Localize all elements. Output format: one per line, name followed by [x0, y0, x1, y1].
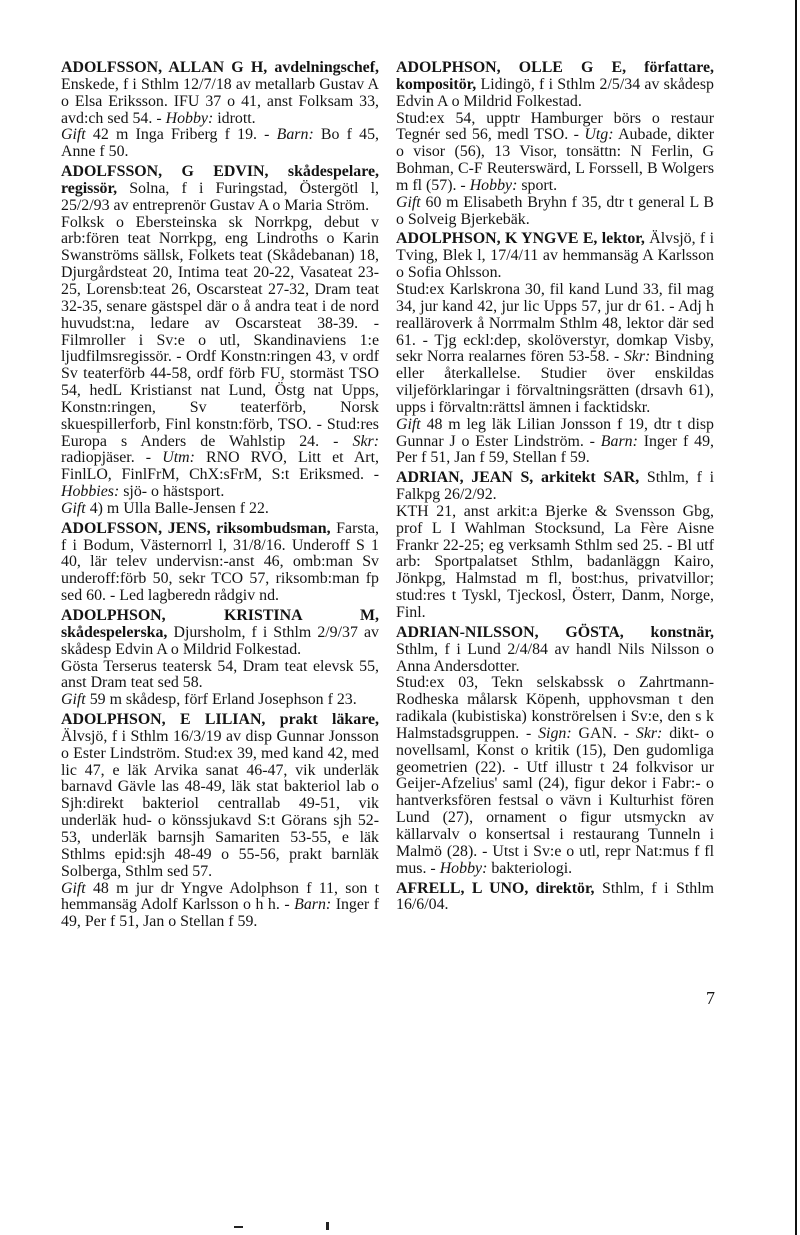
entry-paragraph: [61, 127, 379, 161]
entry-text: Folksk o Ebersteinska sk Norrkpg, debut v arb:fören teat Norrkpg, eng Lindroths o Karin Swanströms sällsk, Folkets teat (Skådebanan) 18, Djurgårdsteat 20, Intima teat 20-22, Vasateat 23-25, Lorensb:teat 26, Oscarsteat 27-32, Dram teat 32-35, senare gästspel där o å andra teat i de nord huvudst:na, ledare av Oscarsteat 38-39. - Filmroller i Sv:e o utl, Skandinaviens 1:e ljudfilmsregissör. - Ordf Konstn:ringen 43, v ordf Sv teaterförb 44-58, ordf förb FU, stormäst TSO 54, hedL Kristianst nat Lund, Östg nat Upps, Konstn:ringen, Sv teaterförb, Norsk skuespillerforb, Finl konstn:förb, TSO. - Stud:res Europa s Anders de Wahlstip 24. - Skr: radiopjäser. - Utm: RNO RVO, Litt et Art, FinlLO, FinlFrM, ChX:sFrM, S:t Eriksmed. - Hobbies: sjö- o hästsport.: [61, 213, 379, 501]
entry-first-paragraph: [61, 608, 379, 659]
entry-text: Solna, f i Furingstad, Östergötl l, 25/2/93 av entreprenör Gustav A o Maria Ström.: [61, 179, 379, 214]
right-column: [396, 60, 714, 917]
entry-first-paragraph: [61, 164, 379, 215]
entry-heading: ADOLPHSON, KRISTINA M, skådespelerska,: [61, 607, 379, 641]
entry-paragraph: [61, 659, 379, 693]
entry-text: Gift 48 m leg läk Lilian Jonsson f 19, dtr t disp Gunnar J o Ester Lindström. - Barn: Inger f 49, Per f 51, Jan f 59, Stellan f 59.: [396, 415, 714, 467]
biography-entry: [396, 231, 714, 467]
entry-paragraph: [396, 504, 714, 622]
entry-text: Sthlm, f i Falkpg 26/2/92.: [396, 469, 714, 504]
biography-entry: [61, 608, 379, 709]
entry-text: Gift 60 m Elisabeth Bryhn f 35, dtr t general L B o Solveig Bjerkebäk.: [396, 193, 714, 228]
biography-entry: [61, 164, 379, 518]
page-edge-line: [795, 0, 797, 1235]
entry-heading: ADOLPHSON, OLLE G E, författare, kompositör,: [396, 59, 714, 93]
entry-heading: ADOLFSSON, ALLAN G H, avdelningschef,: [61, 59, 379, 76]
entry-paragraph: [396, 282, 714, 417]
entry-text: Lidingö, f i Sthlm 2/5/34 av skådesp Edvin A o Mildrid Folkestad.: [396, 75, 714, 110]
entry-heading: ADOLFSSON, G EDVIN, skådespelare, regissör,: [61, 163, 379, 197]
footer-scan-marks: [228, 1218, 348, 1232]
entry-heading: ADOLFSSON, JENS, riksombudsman,: [61, 519, 331, 537]
biography-entry: [61, 521, 379, 605]
entry-first-paragraph: [61, 712, 379, 880]
entry-text: Gift 42 m Inga Friberg f 19. - Barn: Bo f 45, Anne f 50.: [61, 126, 379, 161]
biography-entry: [396, 881, 714, 915]
biography-entry: [396, 625, 714, 878]
left-column: [61, 60, 379, 934]
entry-text: Djursholm, f i Sthlm 2/9/37 av skådesp Edvin A o Mildrid Folkestad.: [61, 623, 379, 658]
entry-text: Gift 48 m jur dr Yngve Adolphson f 11, son t hemmansäg Adolf Karlsson o h h. - Barn: Inger f 49, Per f 51, Jan o Stellan f 59.: [61, 879, 380, 931]
entry-paragraph: [61, 692, 379, 709]
entry-first-paragraph: [61, 521, 379, 605]
entry-text: Stud:ex 54, upptr Hamburger börs o restaur Tegnér sed 56, medl TSO. - Utg: Aubade, dikter o visor (56), 13 Visor, tonsättn: N Ferlin, G Bohman, C-F Reuterswärd, L Forssell, B Wolgers m fl (57). - Hobby: sport.: [396, 109, 714, 194]
entry-text: Sthlm, f i Lund 2/4/84 av handl Nils Nilsson o Anna Andersdotter.: [396, 640, 714, 675]
entry-paragraph: [396, 417, 714, 468]
entry-first-paragraph: [396, 881, 714, 915]
entry-text: Enskede, f i Sthlm 12/7/18 av metallarb Gustav A o Elsa Eriksson. IFU 37 o 41, anst Folksam 33, avd:ch sed 54. - Hobby: idrott.: [61, 75, 379, 127]
entry-paragraph: [396, 675, 714, 877]
entry-text: Älvsjö, f i Sthlm 16/3/19 av disp Gunnar Jonsson o Ester Lindström. Stud:ex 39, med kand 42, med lic 47, e läk Arvika sanat 46-47, vik underläk barnavd Gävle las 48-49, läk stat bakteriol lab o Sjh:direkt bakteriol centrallab 49-51, vik underläk hud- o könssjukavd S:t Görans sjh 52-53, underläk barnsjh Samariten 53-55, e läk Sthlms epid:sjh 48-49 o 55-56, prakt barnläk Solberga, Sthlm sed 57.: [61, 727, 379, 880]
entry-paragraph: [61, 215, 379, 501]
entry-text: Stud:ex Karlskrona 30, fil kand Lund 33, fil mag 34, jur kand 42, jur lic Upps 57, jur dr 61. - Adj h realläroverk å Norrmalm Sthlm 48, lektor där sed 61. - Tjg eckl:dep, skolöverstyr, domkap Visby, sekr Norra realarnes fören 53-58. - Skr: Bindning eller återkallelse. Studier över enskildas viljeförklaringar i förvaltningsrätten (drsavh 61), upps i förvaltn:rättsl ämnen i facktidskr.: [396, 280, 714, 416]
entry-first-paragraph: [396, 231, 714, 282]
biography-entry: [396, 60, 714, 228]
entry-first-paragraph: [61, 60, 379, 127]
entry-heading: AFRELL, L UNO, direktör,: [396, 879, 595, 897]
entry-text: Gift 4) m Ulla Balle-Jensen f 22.: [61, 499, 269, 517]
scan-mark-left: [234, 1226, 243, 1228]
entry-heading: ADRIAN-NILSSON, GÖSTA, konstnär,: [396, 623, 714, 641]
entry-paragraph: [61, 881, 379, 932]
scan-mark-right: [326, 1222, 329, 1230]
biography-entry: [61, 60, 379, 161]
entry-paragraph: [396, 195, 714, 229]
entry-heading: ADOLPHSON, K YNGVE E, lektor,: [396, 230, 645, 248]
entry-text: Farsta, f i Bodum, Västernorrl l, 31/8/16. Underoff S 1 40, lär telev undervisn:-anst 46, omb:man Sv underoff:förb 50, sekr TCO 57, riksomb:man fp sed 60. - Led lagberedn rådgiv nd.: [61, 519, 379, 605]
entry-first-paragraph: [396, 625, 714, 676]
entry-heading: ADOLPHSON, E LILIAN, prakt läkare,: [61, 711, 379, 729]
entry-first-paragraph: [396, 470, 714, 504]
entry-paragraph: [396, 111, 714, 195]
entry-text: KTH 21, anst arkit:a Bjerke & Svensson Gbg, prof L I Wahlman Stocksund, La Fère Aisne Frankr 22-25; eg verksamh Sthlm sed 25. - Bl utf arb: Sportpalatset Sthlm, badanläggn Kairo, Jönkpg, Halmstad m fl, bost:hus, privatvillor; stud:res t Tyskl, Tjeckosl, Österr, Danm, Norge, Finl.: [396, 502, 714, 621]
entry-heading: ADRIAN, JEAN S, arkitekt SAR,: [396, 469, 640, 487]
entry-text: Sthlm, f i Sthlm 16/6/04.: [396, 879, 714, 914]
entry-first-paragraph: [396, 60, 714, 111]
page-number: 7: [706, 988, 715, 1008]
biography-entry: [396, 470, 714, 622]
biography-entry: [61, 712, 379, 931]
entry-text: Älvsjö, f i Tving, Blek l, 17/4/11 av hemmansäg A Karlsson o Sofia Ohlsson.: [396, 230, 714, 282]
entry-text: Stud:ex 03, Tekn selskabssk o Zahrtmann-Rodheska målarsk Köpenh, upphovsman t den radikala (kubistiska) konströrelsen i Sv:e, den s k Halmstadsgruppen. - Sign: GAN. - Skr: dikt- o novellsaml, Konst o kritik (15), Den gudomliga geometrien (22). - Utf illustr t 24 folkvisor ur Geijer-Afzelius' saml (24), figur dekor i Fabr:- o hantverksfören festsal o vävn i Kulturhist fören Lund (27), ornament o figur utsmyckn av källarvalv o konsertsal i restaurang Tunneln i Malmö (28). - Utst i Sv:e o utl, repr Nat:mus f fl mus. - Hobby: bakteriologi.: [396, 674, 714, 877]
entry-paragraph: [61, 501, 379, 518]
entry-text: Gift 59 m skådesp, förf Erland Josephson f 23.: [61, 691, 357, 709]
entry-text: Gösta Terserus teatersk 54, Dram teat elevsk 55, anst Dram teat sed 58.: [61, 657, 379, 692]
